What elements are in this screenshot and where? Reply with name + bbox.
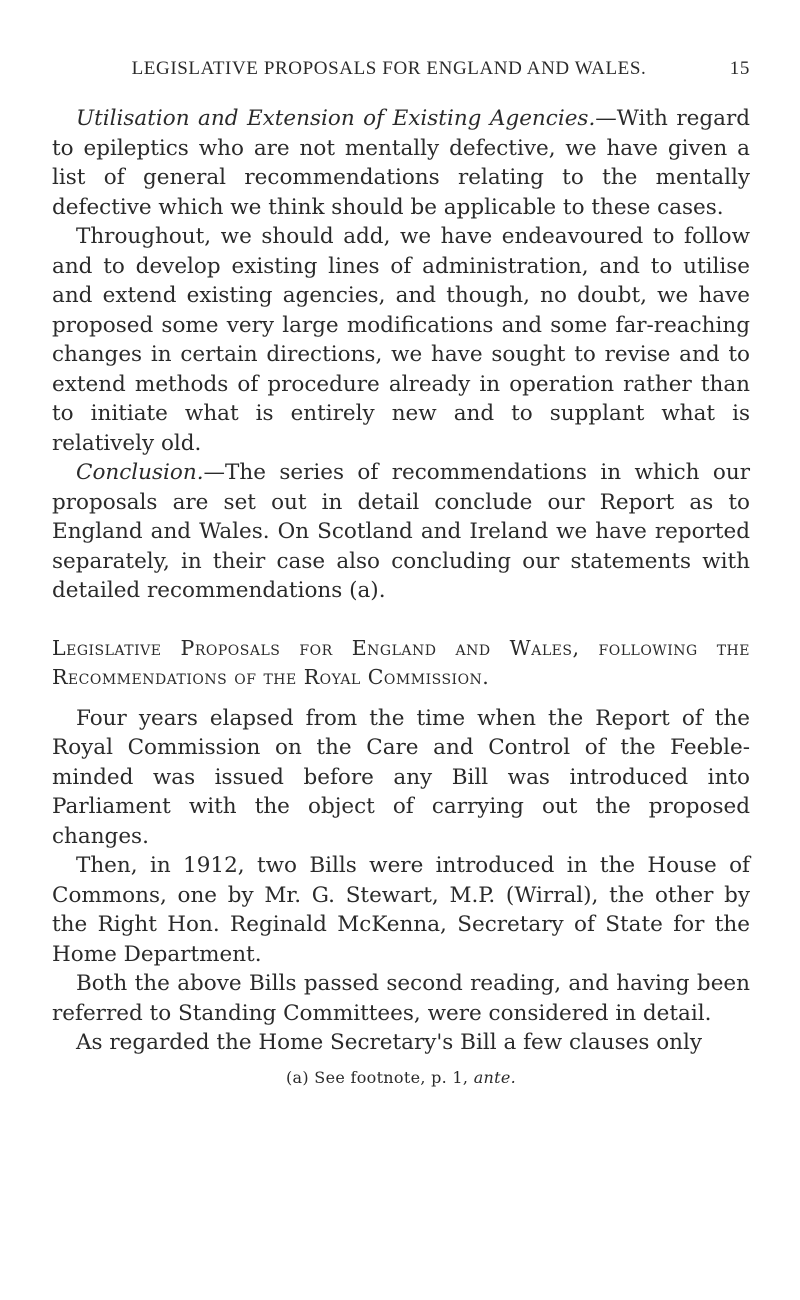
paragraph-home-secretary: As regarded the Home Secretary's Bill a few clauses only <box>76 1030 703 1055</box>
paragraph-lead: Conclusion. <box>76 460 204 485</box>
running-head-title: LEGISLATIVE PROPOSALS FOR ENGLAND AND WALES. <box>131 58 647 79</box>
paragraph-text: —The series of recommendations in which our proposals are set out in detail conclude our Report as to England and Wales. On Scotland and Ireland we have reported separately, in their case also concluding our statements with detailed recommendations (a). <box>52 460 750 603</box>
footnote-text: See footnote, p. 1, <box>308 1067 474 1087</box>
footnote-ref: ante. <box>473 1067 517 1087</box>
running-head <box>56 58 750 80</box>
paragraph-text: Throughout, we should add, we have endeavoured to follow and to develop existing lines of administration, and to utilise and extend existing agencies, and though, no doubt, we have proposed some very large modifications and some far-reaching changes in certain directions, we have sought to revise and to extend methods of procedure already in operation rather than to initiate what is entirely new and to supplant what is relatively old. <box>52 224 750 456</box>
paragraph-both-bills: Both the above Bills passed second reading, and having been referred to Standing Committees, were considered in detail. <box>52 971 750 1026</box>
page-number: 15 <box>729 58 750 79</box>
paragraph-throughout <box>52 222 750 458</box>
footnote <box>52 1068 750 1087</box>
section-heading: Legislative Proposals for England and Wales, following the Recommendations of the Royal Commission. <box>52 635 750 689</box>
footnote-marker: (a) <box>285 1067 309 1087</box>
paragraph-four-years: Four years elapsed from the time when the Report of the Royal Commission on the Care and Control of the Feeble-minded was issued before any Bill was introduced into Parliament with the object of carrying out the proposed changes. <box>52 705 750 849</box>
paragraph-then-1912: Then, in 1912, two Bills were introduced in the House of Commons, one by Mr. G. Stewart, M.P. (Wirral), the other by the Right Hon. Reginald McKenna, Secretary of State for the Home Department. <box>52 853 750 967</box>
section-gap <box>52 606 750 634</box>
paragraph-text: —With regard to epileptics who are not mentally defective, we have given a list of general recommendations relating to the mentally defective which we think should be applicable to these cases. <box>52 106 750 220</box>
paragraph-utilisation <box>52 104 750 222</box>
paragraph-conclusion <box>52 458 750 606</box>
paragraph-lead: Utilisation and Extension of Existing Agencies. <box>76 106 596 131</box>
